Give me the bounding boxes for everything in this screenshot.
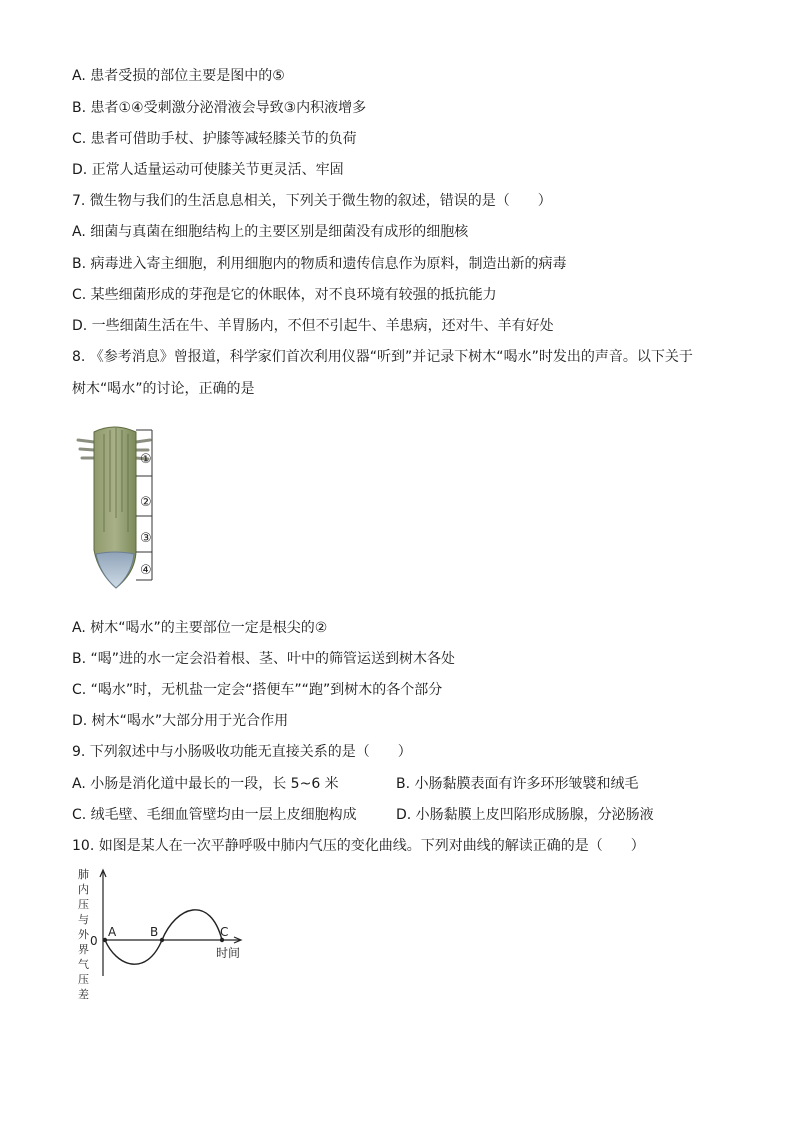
q10-stem: 10. 如图是某人在一次平静呼吸中肺内气压的变化曲线。下列对曲线的解读正确的是（ ）: [72, 838, 645, 854]
x-axis-label: 时间: [216, 946, 241, 960]
q6-option-c: C. 患者可借助手杖、护膝等减轻膝关节的负荷: [72, 131, 357, 147]
ylabel-char: 界: [78, 943, 89, 956]
root-tip-figure: [76, 422, 166, 594]
q9-stem: 9. 下列叙述中与小肠吸收功能无直接关系的是（ ）: [72, 744, 412, 760]
q9-option-c: C. 绒毛壁、毛细血管壁均由一层上皮细胞构成: [72, 807, 357, 823]
ylabel-char: 气: [78, 958, 89, 971]
ylabel-char: 压: [78, 898, 89, 911]
ylabel-char: 内: [78, 883, 89, 896]
ylabel-char: 外: [78, 928, 89, 941]
q7-option-a: A. 细菌与真菌在细胞结构上的主要区别是细菌没有成形的细胞核: [72, 224, 469, 240]
ylabel-char: 肺: [78, 868, 89, 881]
pressure-curve-chart: [72, 866, 252, 1006]
pressure-curve: [105, 910, 222, 964]
point-c-label: C: [220, 925, 229, 939]
ylabel-char: 差: [78, 988, 89, 1001]
q6-option-a: A. 患者受损的部位主要是图中的⑤: [72, 68, 285, 84]
point-b-label: B: [150, 925, 159, 939]
q7-option-b: B. 病毒进入寄主细胞，利用细胞内的物质和遗传信息作为原料，制造出新的病毒: [72, 256, 567, 272]
zone-label-4: ④: [140, 563, 152, 578]
ylabel-char: 压: [78, 973, 89, 986]
q8-option-b: B. “喝”进的水一定会沿着根、茎、叶中的筛管运送到树木各处: [72, 651, 456, 667]
zone-label-3: ③: [140, 531, 152, 546]
q8-option-d: D. 树木“喝水”大部分用于光合作用: [72, 713, 289, 729]
q9-option-a: A. 小肠是消化道中最长的一段，长 5~6 米: [72, 776, 339, 792]
ylabel-char: 与: [78, 913, 89, 926]
q9-option-b: B. 小肠黏膜表面有许多环形皱襞和绒毛: [396, 776, 639, 792]
q8-option-a: A. 树木“喝水”的主要部位一定是根尖的②: [72, 620, 328, 636]
zero-label: 0: [90, 934, 98, 948]
y-axis-label: [78, 867, 90, 1001]
q7-option-d: D. 一些细菌生活在牛、羊胃肠内，不但不引起牛、羊患病，还对牛、羊有好处: [72, 318, 554, 334]
q8-stem-line2: 树木“喝水”的讨论，正确的是: [72, 381, 255, 397]
point-a-label: A: [108, 925, 117, 939]
point-b-marker: [160, 938, 164, 942]
q7-stem: 7. 微生物与我们的生活息息相关，下列关于微生物的叙述，错误的是（ ）: [72, 193, 552, 209]
root-tip-diagram: [76, 422, 166, 594]
q6-option-b: B. 患者①④受刺激分泌滑液会导致③内积液增多: [72, 100, 367, 116]
q9-option-d: D. 小肠黏膜上皮凹陷形成肠腺，分泌肠液: [396, 807, 654, 823]
zone-label-1: ①: [140, 452, 152, 467]
point-a-marker: [103, 938, 107, 942]
zone-label-2: ②: [140, 495, 152, 510]
q8-option-c: C. “喝水”时，无机盐一定会“搭便车”“跑”到树木的各个部分: [72, 682, 443, 698]
q7-option-c: C. 某些细菌形成的芽孢是它的休眠体，对不良环境有较强的抵抗能力: [72, 287, 497, 303]
pressure-curve-figure: [72, 866, 252, 1006]
q8-stem-line1: 8. 《参考消息》曾报道，科学家们首次利用仪器“听到”并记录下树木“喝水”时发出的声音。以下关于: [72, 349, 693, 365]
q6-option-d: D. 正常人适量运动可使膝关节更灵活、牢固: [72, 162, 344, 178]
